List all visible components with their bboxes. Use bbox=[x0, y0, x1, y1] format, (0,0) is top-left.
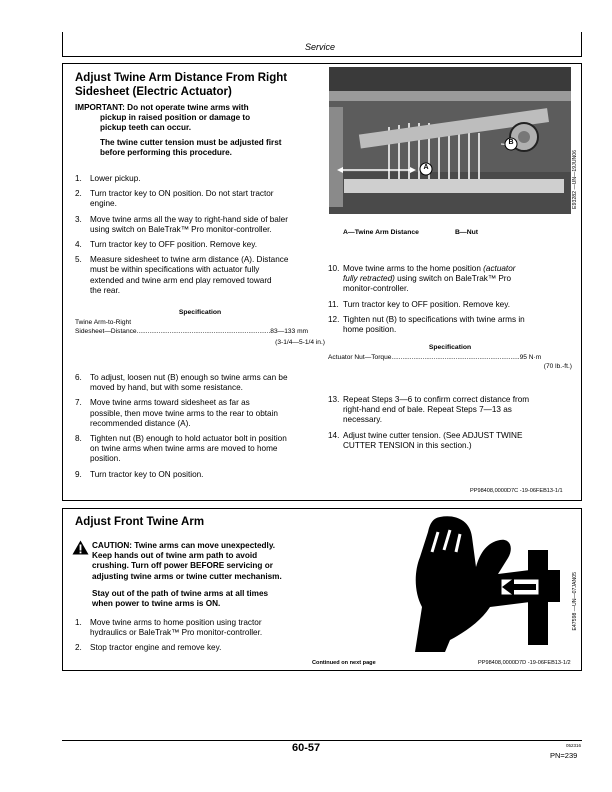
caption-b: B—Nut bbox=[455, 229, 479, 236]
twine-arm-photo-illustration bbox=[329, 67, 571, 214]
section2-title: Adjust Front Twine Arm bbox=[75, 516, 205, 528]
specification-2: Specification Actuator Nut—Torque......................................................................95 N·m (70 lb.-ft.) bbox=[328, 344, 572, 370]
reference-code-2: PP98408,0000D7D -19-06FEB13-1/2 bbox=[478, 660, 571, 666]
list-item: 10. Move twine arms to the home position (actuator fully retracted) using switch on BaleTrak™ Pro monitor-controller. bbox=[328, 264, 516, 294]
list-item: 11. Turn tractor key to OFF position. Remove key. bbox=[328, 299, 510, 309]
crush-hazard-icon bbox=[410, 512, 560, 657]
list-item: 8. Tighten nut (B) enough to hold actuator bolt in position on twine arms when twine arms are moved to home position. bbox=[75, 434, 287, 464]
list-item: 12. Tighten nut (B) to specifications with twine arms in home position. bbox=[328, 314, 525, 335]
callout-a: A bbox=[423, 164, 429, 171]
steps-list-1 bbox=[75, 174, 330, 301]
list-item: 3. Move twine arms all the way to right-hand side of baler using switch on BaleTrak™ Pro monitor-controller. bbox=[75, 214, 288, 234]
footer-code: 052316 bbox=[566, 743, 582, 748]
continued-note: Continued on next page bbox=[312, 660, 376, 666]
list-item: 5. Measure sidesheet to twine arm distance (A). Distance must be within specifications with actuator fully extended and twine arm end play removed toward the rear. bbox=[75, 255, 289, 295]
list-item: 6. To adjust, loosen nut (B) enough so twine arms can be moved by hand, but with some resistance. bbox=[75, 373, 288, 393]
list-item: 7. Move twine arms toward sidesheet as far as possible, then move twine arms to the rear to obtain recommended distance (A). bbox=[75, 398, 278, 428]
section-header: Service bbox=[305, 42, 336, 52]
page-number: 60-57 bbox=[292, 742, 321, 754]
caption-a: A—Twine Arm Distance bbox=[343, 229, 419, 236]
steps-list-2 bbox=[75, 373, 330, 485]
steps-list-3 bbox=[328, 264, 573, 340]
header-right-rule bbox=[581, 32, 582, 56]
header-rule bbox=[62, 56, 582, 57]
steps-list-5 bbox=[75, 618, 330, 659]
twine-arm-photo bbox=[329, 67, 571, 214]
caution-notice: CAUTION: Twine arms can move unexpectedly. Keep hands out of twine arm path to avoid crushing. Turn off power BEFORE servicing or adjusting twine arms or twine cutter mechanism. Stay out of the path of twine arms at all times when power to twine arms is ON. bbox=[92, 541, 282, 609]
image-code-2: E47598 —UN—07JAN05 bbox=[572, 572, 578, 631]
list-item: 2. Turn tractor key to ON position. Do not start tractor engine. bbox=[75, 189, 274, 209]
warning-icon bbox=[72, 540, 89, 560]
steps-list-4 bbox=[328, 395, 573, 456]
callout-b: B bbox=[508, 139, 514, 146]
header-left-rule bbox=[62, 32, 63, 56]
list-item: 1. Lower pickup. bbox=[75, 174, 141, 183]
list-item: 9. Turn tractor key to ON position. bbox=[75, 469, 204, 479]
pn-number: PN=239 bbox=[550, 751, 578, 760]
reference-code-1: PP98408,0000D7C -19-06FEB13-1/1 bbox=[470, 488, 563, 494]
list-item: 14. Adjust twine cutter tension. (See ADJUST TWINE CUTTER TENSION in this section.) bbox=[328, 430, 523, 450]
image-code-1: E93282 —UN—19JUN06 bbox=[572, 150, 578, 209]
section1-title: Adjust Twine Arm Distance From Right Sidesheet (Electric Actuator) bbox=[75, 72, 288, 98]
specification-1: Specification Twine Arm-to-Right Sidesheet—Distance.........................................................................83—133 mm (3-1/4—5-1/4 in.) bbox=[75, 309, 325, 346]
list-item: 1. Move twine arms to home position using tractor hydraulics or BaleTrak™ Pro monitor-controller. bbox=[75, 618, 263, 638]
list-item: 2. Stop tractor engine and remove key. bbox=[75, 643, 222, 653]
important-notice: IMPORTANT: Do not operate twine arms with pickup in raised position or damage to pickup teeth can occur. The twine cutter tension must be adjusted first before performing this procedure. bbox=[75, 103, 282, 157]
list-item: 13. Repeat Steps 3—6 to confirm correct distance from right-hand end of bale. Repeat Steps 7—13 as necessary. bbox=[328, 395, 530, 425]
footer-rule bbox=[62, 740, 582, 741]
list-item: 4. Turn tractor key to OFF position. Remove key. bbox=[75, 240, 257, 250]
